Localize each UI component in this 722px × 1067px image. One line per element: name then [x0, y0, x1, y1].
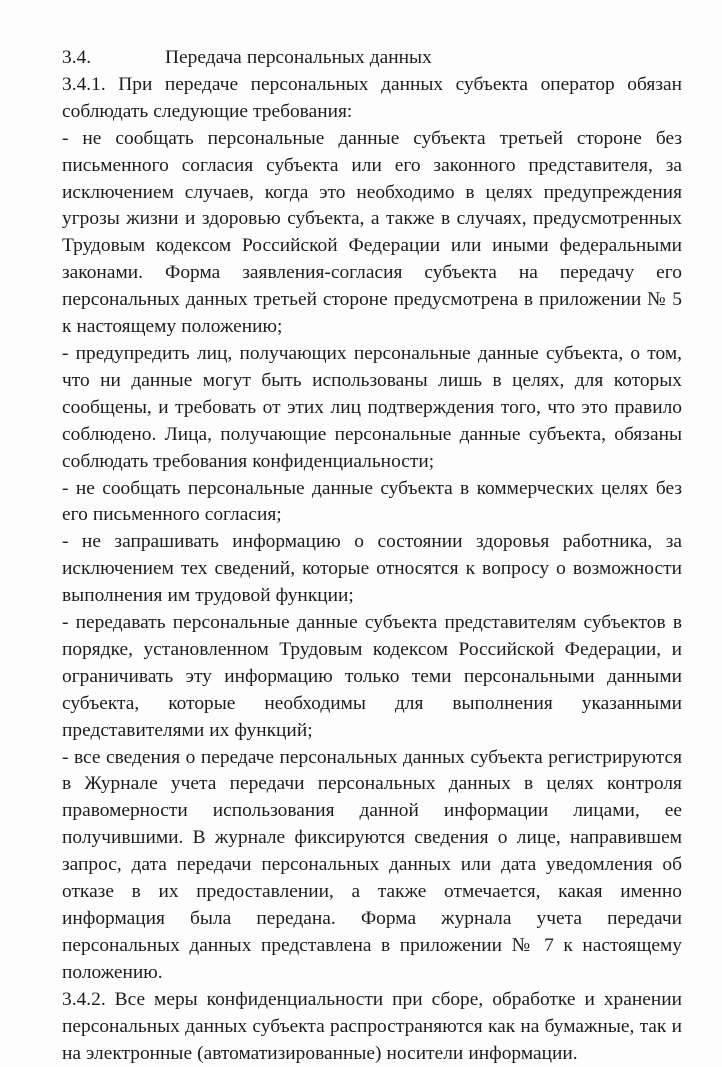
section-title: Передача персональных данных [165, 47, 432, 68]
section-number: 3.4. [62, 47, 92, 68]
list-item-transfer-log: - все сведения о передаче персональных данных субъекта регистрируются в Журнале учета передачи персональных данных в целях контроля правомерности использования данной информации лицами, ее получившими. В журнале фиксируются сведения о лице, направившем запрос, дата передачи персональных данных или дата уведомления об отказе в их предоставлении, а также отмечается, какая именно информация была передана. Форма журнала учета передачи персональных данных представлена в приложении № 7 к настоящему положению. [62, 746, 682, 983]
list-item-no-health-inquiry: - не запрашивать информацию о состоянии здоровья работника, за исключением тех сведений, которые относятся к вопросу о возможности выполнения им трудовой функции; [62, 531, 682, 607]
paragraph-3-4-2: 3.4.2. Все меры конфиденциальности при сборе, обработке и хранении персональных данных субъекта распространяются как на бумажные, так и на электронные (автоматизированные) носители информации. [62, 988, 682, 1064]
list-item-no-disclosure-third-party: - не сообщать персональные данные субъекта третьей стороне без письменного согласия субъекта или его законного представителя, за исключением случаев, когда это необходимо в целях предупреждения угрозы жизни и здоровью субъекта, а также в случаях, предусмотренных Трудовым кодексом Российской Федерации или иными федеральными законами. Форма заявления-согласия субъекта на передачу его персональных данных третьей стороне предусмотрена в приложении № 5 к настоящему положению; [62, 127, 682, 338]
paragraph-3-4-1: 3.4.1. При передаче персональных данных субъекта оператор обязан соблюдать следующие требования: [62, 73, 682, 122]
list-item-transfer-to-representatives: - передавать персональные данные субъекта представителям субъектов в порядке, установленном Трудовым кодексом Российской Федерации, и ограничивать эту информацию только теми персональными данными субъекта, которые необходимы для выполнения указанными представителями их функций; [62, 612, 682, 741]
list-item-no-commercial-use: - не сообщать персональные данные субъекта в коммерческих целях без его письменного согласия; [62, 477, 682, 526]
document-text-column [62, 45, 682, 1067]
list-item-warn-recipients: - предупредить лиц, получающих персональные данные субъекта, о том, что ни данные могут быть использованы лишь в целях, для которых сообщены, и требовать от этих лиц подтверждения того, что это правило соблюдено. Лица, получающие персональные данные субъекта, обязаны соблюдать требования конфиденциальности; [62, 342, 682, 472]
section-heading [62, 45, 682, 72]
